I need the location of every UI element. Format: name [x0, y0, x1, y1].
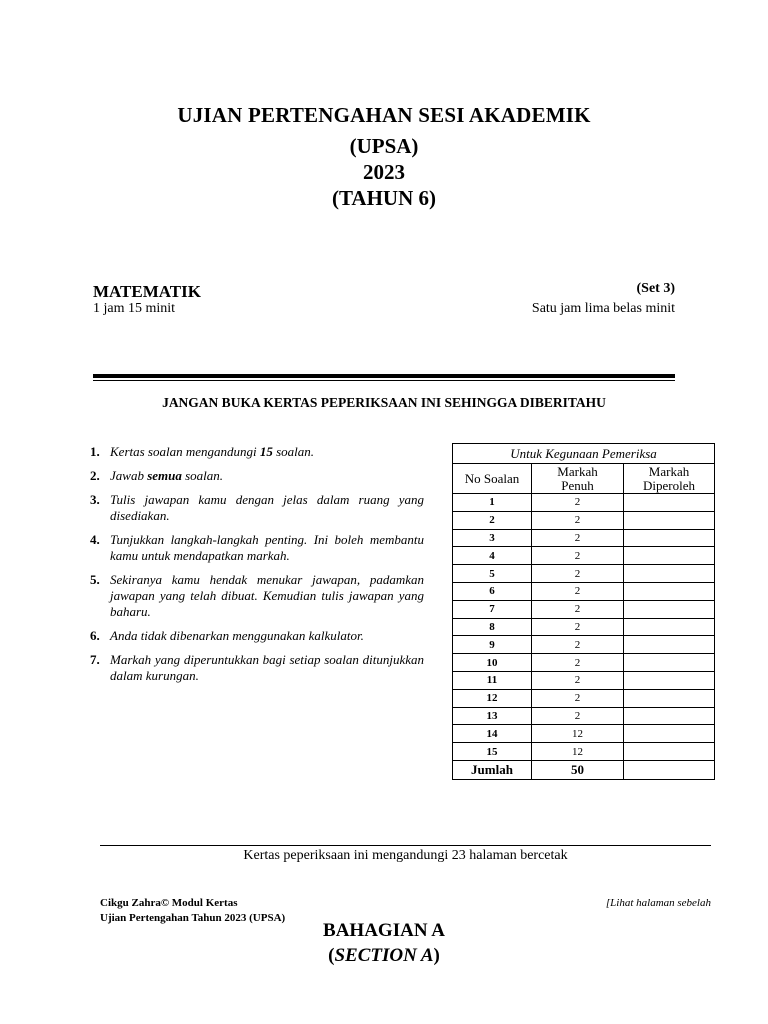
full-marks-cell: 2	[532, 671, 624, 689]
table-row	[453, 494, 715, 512]
question-number-cell: 14	[453, 725, 532, 743]
exam-grade: (TAHUN 6)	[331, 186, 436, 210]
total-label: Jumlah	[453, 760, 532, 779]
section-subtitle	[0, 945, 768, 967]
header-full-marks-line2: Penuh	[561, 477, 594, 493]
exam-year: 2023	[363, 160, 405, 184]
question-number-cell: 7	[453, 600, 532, 618]
marks-obtained-cell[interactable]	[624, 582, 715, 600]
instruction-text-part: soalan.	[272, 444, 315, 459]
header-full-marks	[532, 464, 624, 494]
full-marks-cell: 2	[532, 494, 624, 512]
marks-obtained-cell[interactable]	[624, 494, 715, 512]
marks-obtained-cell[interactable]	[624, 743, 715, 761]
question-number-cell: 10	[453, 654, 532, 672]
header-question-no: No Soalan	[453, 464, 532, 494]
instruction-text-part: soalan.	[181, 468, 224, 483]
instruction-item	[90, 444, 424, 460]
table-row	[453, 618, 715, 636]
instruction-number: 3.	[90, 492, 100, 507]
set-label: (Set 3)	[636, 281, 675, 296]
full-marks-cell: 2	[532, 582, 624, 600]
section-title: BAHAGIAN A	[323, 920, 445, 941]
marks-obtained-cell[interactable]	[624, 689, 715, 707]
marks-obtained-cell[interactable]	[624, 636, 715, 654]
copyright-line2: Ujian Pertengahan Tahun 2023 (UPSA)	[100, 912, 286, 924]
marks-obtained-cell[interactable]	[624, 654, 715, 672]
copyright-line1: Cikgu Zahra© Modul Kertas	[100, 897, 238, 909]
exam-title: UJIAN PERTENGAHAN SESI AKADEMIK	[177, 103, 591, 127]
marks-obtained-cell[interactable]	[624, 671, 715, 689]
see-next-page: [Lihat halaman sebelah	[605, 897, 711, 909]
question-number-cell: 6	[453, 582, 532, 600]
marks-obtained-cell[interactable]	[624, 511, 715, 529]
section-subtitle-open: (	[328, 945, 335, 966]
table-row	[453, 547, 715, 565]
table-row	[453, 707, 715, 725]
question-number-cell: 12	[453, 689, 532, 707]
header-marks-obtained-line1: Markah	[648, 463, 690, 479]
instruction-item	[90, 628, 424, 644]
total-obtained-cell[interactable]	[624, 760, 715, 779]
instruction-text	[110, 572, 424, 620]
question-number-cell: 3	[453, 529, 532, 547]
instructions-list	[90, 444, 424, 692]
instruction-number: 7.	[90, 652, 100, 667]
table-row	[453, 511, 715, 529]
duration: 1 jam 15 minit	[93, 301, 176, 316]
full-marks-cell: 2	[532, 707, 624, 725]
marks-table-caption: Untuk Kegunaan Pemeriksa	[453, 444, 715, 464]
instruction-text-part: Tulis jawapan kamu dengan jelas dalam ruang yang disediakan.	[110, 492, 424, 523]
pages-note: Kertas peperiksaan ini mengandungi 23 halaman bercetak	[243, 848, 568, 863]
divider-thick	[93, 374, 675, 378]
instruction-text	[110, 468, 424, 484]
full-marks-cell: 2	[532, 600, 624, 618]
instruction-number: 2.	[90, 468, 100, 483]
table-row	[453, 671, 715, 689]
question-number-cell: 1	[453, 494, 532, 512]
instruction-number: 4.	[90, 532, 100, 547]
table-row	[453, 582, 715, 600]
table-row	[453, 689, 715, 707]
table-row	[453, 600, 715, 618]
header-marks-obtained-line2: Diperoleh	[643, 477, 695, 493]
instruction-text-part: Sekiranya kamu hendak menukar jawapan, padamkan jawapan yang telah dibuat. Kemudian tulis jawapan yang baharu.	[110, 572, 424, 619]
instruction-item	[90, 572, 424, 620]
warning-notice: JANGAN BUKA KERTAS PEPERIKSAAN INI SEHINGGA DIBERITAHU	[162, 395, 606, 410]
section-subtitle-close: )	[433, 945, 440, 966]
question-number-cell: 13	[453, 707, 532, 725]
subject-name: MATEMATIK	[93, 282, 201, 301]
total-value: 50	[532, 760, 624, 779]
instruction-text	[110, 444, 424, 460]
instruction-item	[90, 532, 424, 564]
instruction-text-bold: 15	[259, 444, 273, 459]
header-full-marks-line1: Markah	[557, 463, 598, 479]
full-marks-cell: 2	[532, 618, 624, 636]
question-number-cell: 11	[453, 671, 532, 689]
instruction-number: 6.	[90, 628, 100, 643]
instruction-text	[110, 652, 424, 684]
table-row	[453, 654, 715, 672]
question-number-cell: 2	[453, 511, 532, 529]
instruction-text-part: Tunjukkan langkah-langkah penting. Ini boleh membantu kamu untuk mendapatkan markah.	[110, 532, 424, 563]
table-row	[453, 565, 715, 583]
marks-obtained-cell[interactable]	[624, 565, 715, 583]
marks-obtained-cell[interactable]	[624, 618, 715, 636]
marks-table	[452, 443, 715, 780]
full-marks-cell: 2	[532, 654, 624, 672]
instruction-text-part: Markah yang diperuntukkan bagi setiap soalan ditunjukkan dalam kurungan.	[110, 652, 424, 683]
instruction-number: 1.	[90, 444, 100, 459]
full-marks-cell: 12	[532, 743, 624, 761]
marks-obtained-cell[interactable]	[624, 529, 715, 547]
full-marks-cell: 2	[532, 529, 624, 547]
instruction-text-bold: semua	[147, 468, 182, 483]
header-marks-obtained	[624, 464, 715, 494]
instruction-item	[90, 492, 424, 524]
full-marks-cell: 2	[532, 689, 624, 707]
question-number-cell: 9	[453, 636, 532, 654]
footer-divider	[100, 845, 711, 846]
instruction-text-part: Kertas soalan mengandungi	[110, 444, 260, 459]
question-number-cell: 8	[453, 618, 532, 636]
table-row	[453, 529, 715, 547]
full-marks-cell: 2	[532, 636, 624, 654]
full-marks-cell: 2	[532, 547, 624, 565]
duration-words: Satu jam lima belas minit	[531, 301, 675, 316]
instruction-text	[110, 532, 424, 564]
table-row	[453, 743, 715, 761]
question-number-cell: 5	[453, 565, 532, 583]
instruction-text-part: Anda tidak dibenarkan menggunakan kalkulator.	[110, 628, 364, 643]
section-subtitle-text: SECTION A	[334, 945, 434, 966]
question-number-cell: 4	[453, 547, 532, 565]
full-marks-cell: 2	[532, 511, 624, 529]
full-marks-cell: 2	[532, 565, 624, 583]
marks-obtained-cell[interactable]	[624, 707, 715, 725]
instruction-text	[110, 492, 424, 524]
question-number-cell: 15	[453, 743, 532, 761]
instruction-text-part: Jawab	[110, 468, 148, 483]
instruction-item	[90, 468, 424, 484]
marks-obtained-cell[interactable]	[624, 725, 715, 743]
table-row	[453, 725, 715, 743]
instruction-item	[90, 652, 424, 684]
divider-thin	[93, 380, 675, 381]
marks-obtained-cell[interactable]	[624, 547, 715, 565]
instruction-number: 5.	[90, 572, 100, 587]
full-marks-cell: 12	[532, 725, 624, 743]
exam-abbreviation: (UPSA)	[349, 134, 419, 158]
table-row	[453, 636, 715, 654]
marks-obtained-cell[interactable]	[624, 600, 715, 618]
instruction-text	[110, 628, 424, 644]
